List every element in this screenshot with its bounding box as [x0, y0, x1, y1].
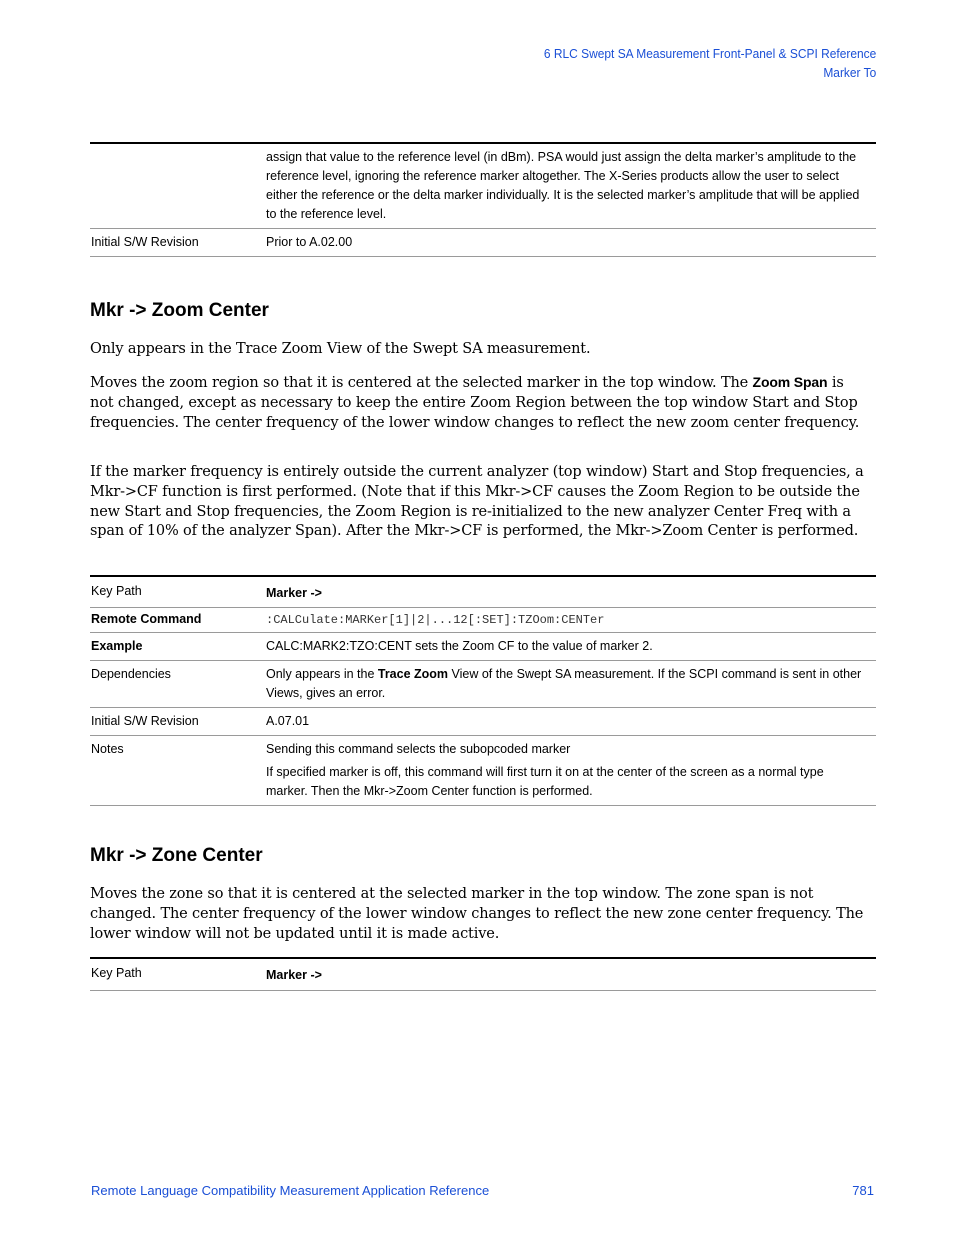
remote-command-value: :CALCulate:MARKer[1]|2|...12[:SET]:TZOom:CENTer [266, 613, 605, 627]
example-value: CALC:MARK2:TZO:CENT sets the Zoom CF to the value of marker 2. [265, 633, 876, 661]
revision-label: Initial S/W Revision [90, 708, 265, 736]
chapter-title: 6 RLC Swept SA Measurement Front-Panel & SCPI Reference [543, 46, 876, 61]
zoom-center-heading: Mkr -> Zoom Center [90, 300, 269, 321]
table-row [90, 229, 876, 257]
key-path-label: Key Path [90, 958, 265, 991]
table-row [90, 708, 876, 736]
zoom-center-description [90, 373, 870, 433]
footer-title: Remote Language Compatibility Measurement Application Reference [91, 1183, 490, 1198]
example-label: Example [90, 633, 265, 661]
dependencies-label: Dependencies [90, 661, 265, 708]
table-row [90, 661, 876, 708]
zoom-center-table [90, 575, 876, 806]
table-row [90, 608, 876, 633]
text-run: View of the Swept SA measurement. If the SCPI command is sent in other Views, gives an error. [266, 667, 862, 700]
key-path-label: Key Path [90, 576, 265, 608]
text-run: is not changed, except as necessary to keep the entire Zoom Region between the top window Start and Stop frequencies. The center frequency of the lower window changes to reflect the new zoom center frequency. [90, 375, 860, 431]
section-title: Marker To [823, 65, 876, 80]
zone-center-table [90, 957, 876, 991]
revision-label: Initial S/W Revision [90, 229, 265, 257]
zoom-span-term: Zoom Span [752, 374, 828, 390]
dependencies-value [265, 661, 876, 708]
key-path-value: Marker -> [265, 958, 876, 991]
remote-command-label: Remote Command [90, 608, 265, 633]
revision-value: A.07.01 [265, 708, 876, 736]
text-run: Moves the zoom region so that it is centered at the selected marker in the top window. The [90, 375, 753, 391]
zone-center-heading: Mkr -> Zone Center [90, 845, 263, 866]
remote-command-cell [265, 608, 876, 633]
zoom-center-intro: Only appears in the Trace Zoom View of the Swept SA measurement. [90, 341, 591, 357]
trace-zoom-term: Trace Zoom [377, 667, 449, 681]
table-cell-empty [90, 143, 265, 229]
page-number: 781 [852, 1183, 874, 1198]
continuation-table [90, 142, 876, 257]
text-run: Only appears in the [266, 667, 378, 681]
revision-value: Prior to A.02.00 [265, 229, 876, 257]
zone-center-description: Moves the zone so that it is centered at the selected marker in the top window. The zone span is not changed. The center frequency of the lower window changes to reflect the new zone center frequency. The lower window will not be updated until it is made active. [90, 886, 864, 942]
notes-value [265, 736, 876, 806]
notes-line: If specified marker is off, this command will first turn it on at the center of the screen as a normal type marker. Then the Mkr->Zoom Center function is performed. [266, 765, 824, 798]
table-row [90, 736, 876, 806]
continuation-text: assign that value to the reference level (in dBm). PSA would just assign the delta marker’s amplitude to the reference level, ignoring the reference marker altogether. The X-Series products allow the user to select either the reference or the delta marker individually. It is the selected marker’s amplitude that will be applied to the reference level. [265, 143, 876, 229]
zoom-center-marker-note: If the marker frequency is entirely outside the current analyzer (top window) Start and Stop frequencies, a Mkr->CF function is first performed. (Note that if this Mkr->CF causes the Zoom Region to be outside the new Start and Stop frequencies, the Zoom Region is re-initialized to the new analyzer Center Freq with a span of 10% of the analyzer Span). After the Mkr->CF is performed, the Mkr->Zoom Center is performed. [90, 464, 864, 540]
table-row [90, 958, 876, 991]
table-row [90, 633, 876, 661]
running-header [544, 44, 876, 82]
notes-line: Sending this command selects the subopcoded marker [266, 742, 571, 756]
table-row [90, 576, 876, 608]
key-path-value: Marker -> [265, 576, 876, 608]
notes-label: Notes [90, 736, 265, 806]
table-row [90, 143, 876, 229]
